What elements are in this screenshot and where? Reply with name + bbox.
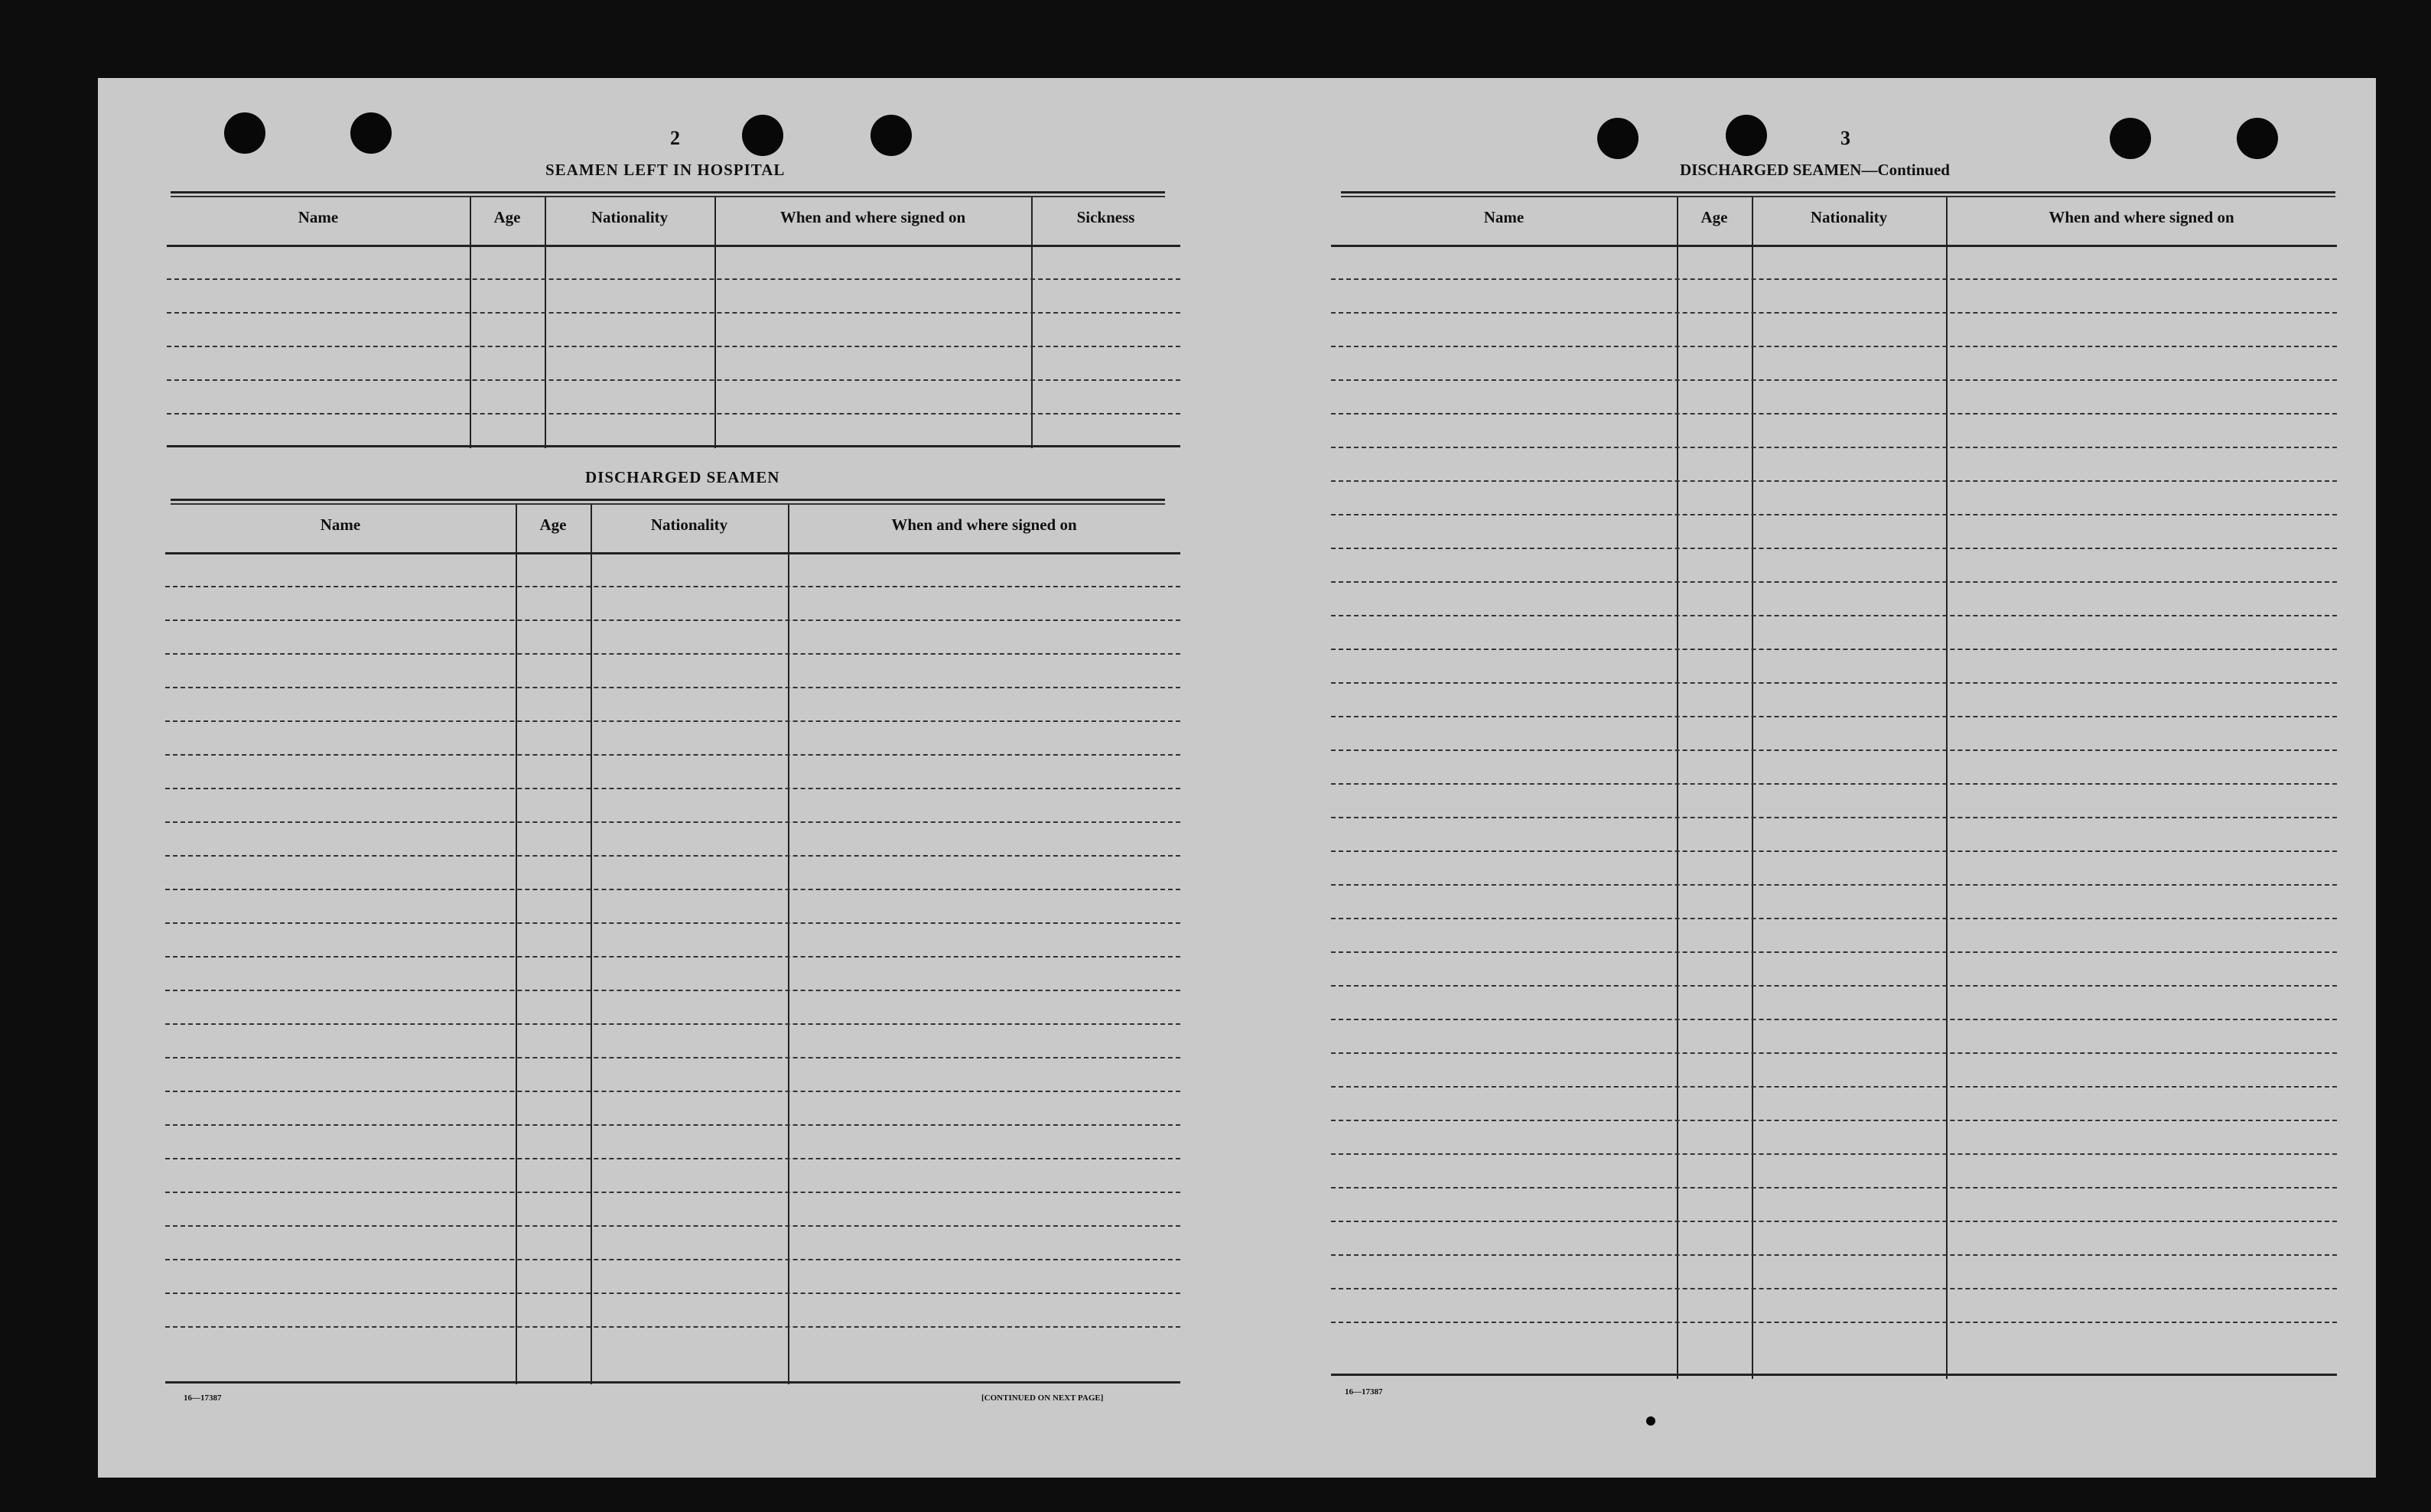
column-divider <box>516 505 517 1384</box>
table-row <box>1331 850 2337 852</box>
table-row <box>165 1192 1180 1193</box>
table-row <box>165 821 1180 823</box>
table-row <box>1331 817 2337 818</box>
form-number-right: 16—17387 <box>1345 1387 1383 1397</box>
discharged-table <box>165 505 1180 1384</box>
table-row <box>1331 749 2337 751</box>
table-row <box>1331 1086 2337 1088</box>
table-row <box>1331 548 2337 549</box>
table-row <box>1331 413 2337 415</box>
table-row <box>165 956 1180 958</box>
discharged-continued-table <box>1331 197 2337 1379</box>
table-row <box>1331 346 2337 347</box>
table-row <box>165 653 1180 655</box>
right-top-rule <box>1341 191 2335 193</box>
table-row <box>1331 649 2337 650</box>
table-row <box>1331 783 2337 785</box>
form-sheet <box>98 78 2376 1478</box>
table-row <box>165 889 1180 890</box>
table-row <box>1331 379 2337 381</box>
table-row <box>165 1023 1180 1025</box>
column-divider <box>1752 197 1753 1379</box>
column-header-signed-on: When and where signed on <box>2049 208 2234 226</box>
header-underline <box>165 552 1180 554</box>
table-row <box>167 278 1180 280</box>
table-row <box>1331 884 2337 886</box>
column-header-signed-on: When and where signed on <box>891 515 1077 534</box>
punch-hole <box>1597 118 1639 159</box>
table-row <box>1331 1288 2337 1289</box>
table-row <box>165 1225 1180 1227</box>
page-number-left: 2 <box>670 127 680 149</box>
punch-hole <box>1726 115 1767 156</box>
table-row <box>165 1158 1180 1159</box>
column-divider <box>1031 197 1033 448</box>
table-row <box>167 346 1180 347</box>
column-divider <box>1677 197 1678 1379</box>
punch-hole <box>350 112 392 154</box>
discharged-continued-title: DISCHARGED SEAMEN—Continued <box>1680 161 1950 179</box>
column-header-name: Name <box>1483 208 1525 226</box>
punch-hole <box>2237 118 2278 159</box>
table-row <box>165 788 1180 789</box>
table-row <box>165 855 1180 857</box>
column-divider <box>545 197 546 448</box>
table-row <box>165 1124 1180 1126</box>
column-header-nationality: Nationality <box>1810 208 1888 226</box>
column-header-name: Name <box>298 208 339 226</box>
table-row <box>167 413 1180 415</box>
table-row <box>1331 1322 2337 1323</box>
hospital-title: SEAMEN LEFT IN HOSPITAL <box>545 161 786 179</box>
hospital-top-rule <box>171 191 1165 193</box>
hospital-table <box>167 197 1180 448</box>
continued-note: [CONTINUED ON NEXT PAGE] <box>981 1393 1104 1403</box>
page-number-right: 3 <box>1840 127 1850 149</box>
table-row <box>1331 951 2337 953</box>
table-row <box>1331 716 2337 717</box>
table-row <box>1331 312 2337 314</box>
table-row <box>1331 1254 2337 1256</box>
table-row <box>1331 918 2337 919</box>
table-row <box>165 754 1180 756</box>
table-row <box>1331 1019 2337 1020</box>
table-row <box>165 586 1180 587</box>
column-header-age: Age <box>493 208 521 226</box>
table-row <box>167 312 1180 314</box>
table-row <box>1331 682 2337 684</box>
table-row <box>165 687 1180 688</box>
table-bottom-rule <box>167 445 1180 447</box>
table-row <box>1331 615 2337 616</box>
table-row <box>1331 447 2337 448</box>
column-header-sickness: Sickness <box>1076 208 1135 226</box>
column-divider <box>470 197 471 448</box>
column-header-name: Name <box>320 515 361 534</box>
table-row <box>1331 1120 2337 1121</box>
punch-hole <box>742 115 783 156</box>
punch-hole <box>2110 118 2151 159</box>
column-divider <box>1946 197 1948 1379</box>
table-row <box>1331 985 2337 987</box>
table-row <box>1331 514 2337 515</box>
column-header-signed-on: When and where signed on <box>779 208 966 226</box>
table-row <box>1331 1187 2337 1188</box>
table-row <box>165 1326 1180 1328</box>
table-row <box>1331 278 2337 280</box>
table-bottom-rule <box>1331 1374 2337 1376</box>
header-underline <box>167 245 1180 247</box>
header-underline <box>1331 245 2337 247</box>
table-row <box>167 379 1180 381</box>
table-row <box>165 1259 1180 1260</box>
table-row <box>1331 1052 2337 1054</box>
table-row <box>165 1293 1180 1294</box>
column-header-age: Age <box>1700 208 1728 226</box>
punch-hole <box>224 112 265 154</box>
column-divider <box>591 505 592 1384</box>
form-number-left: 16—17387 <box>184 1393 222 1403</box>
table-row <box>1331 480 2337 482</box>
discharged-top-rule <box>171 499 1165 501</box>
table-row <box>165 720 1180 722</box>
ink-dot <box>1646 1416 1655 1426</box>
punch-hole <box>871 115 912 156</box>
discharged-title: DISCHARGED SEAMEN <box>585 468 780 486</box>
table-bottom-rule <box>165 1381 1180 1384</box>
table-row <box>165 1091 1180 1092</box>
table-row <box>1331 581 2337 583</box>
column-divider <box>788 505 789 1384</box>
table-row <box>165 990 1180 991</box>
table-row <box>165 922 1180 924</box>
column-header-nationality: Nationality <box>650 515 728 534</box>
column-header-nationality: Nationality <box>591 208 669 226</box>
table-row <box>1331 1221 2337 1222</box>
table-row <box>165 619 1180 621</box>
column-header-age: Age <box>539 515 567 534</box>
column-divider <box>714 197 716 448</box>
table-row <box>165 1057 1180 1058</box>
table-row <box>1331 1153 2337 1155</box>
